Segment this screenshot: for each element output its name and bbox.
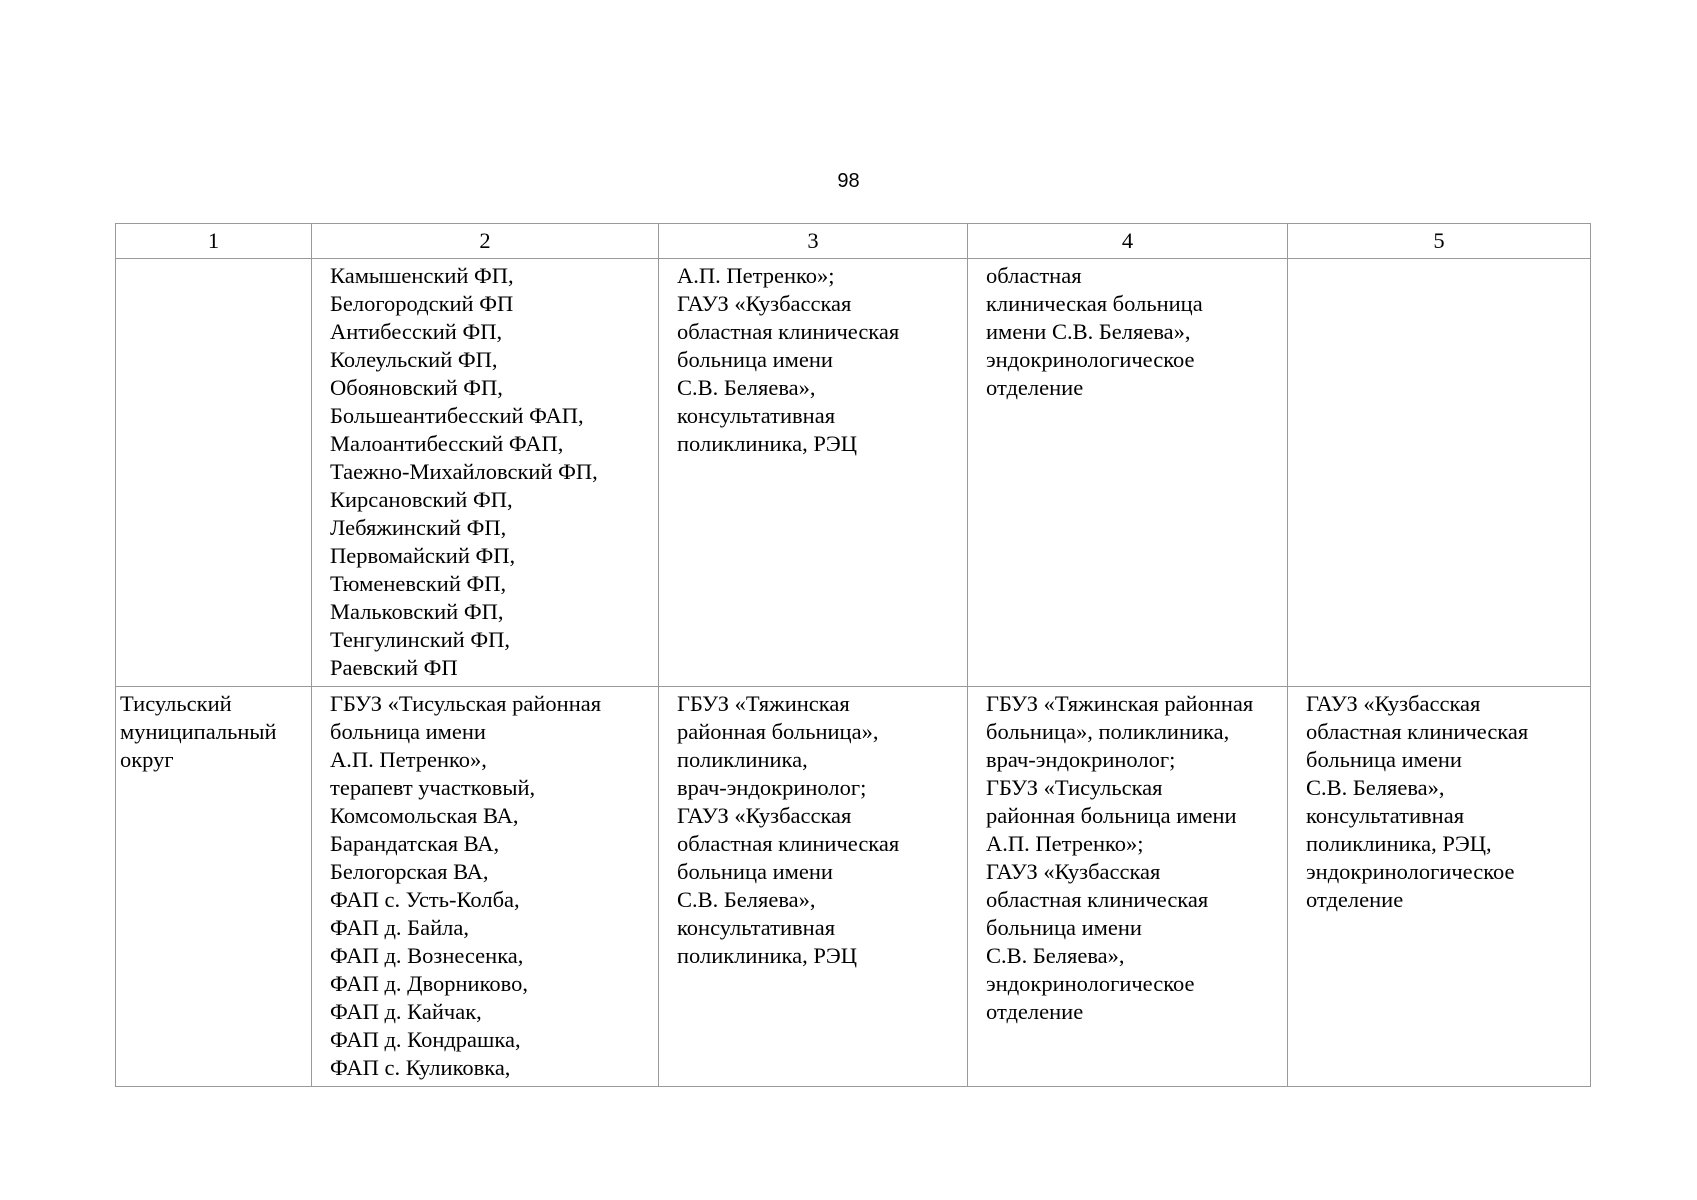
column-header: 5 — [1288, 224, 1591, 259]
cell-text-line: Камышенский ФП, — [330, 263, 514, 288]
cell-text-line: больница имени — [677, 347, 833, 372]
cell-text-line: Обояновский ФП, — [330, 375, 503, 400]
cell-text-line: областная — [986, 263, 1082, 288]
table-row — [116, 687, 1591, 1087]
table-cell — [312, 687, 659, 1087]
table-cell — [312, 259, 659, 687]
cell-text-line: Тюменевский ФП, — [330, 571, 507, 596]
cell-text-line: С.В. Беляева», — [1306, 775, 1445, 800]
cell-text-line: Колеульский ФП, — [330, 347, 498, 372]
cell-text-line: Белогородский ФП — [330, 291, 514, 316]
table-cell — [1288, 687, 1591, 1087]
column-header: 4 — [968, 224, 1288, 259]
cell-text-line: Комсомольская ВА, — [330, 803, 519, 828]
table-cell — [659, 687, 968, 1087]
cell-text-line: Белогорская ВА, — [330, 859, 489, 884]
cell-text-line: ФАП д. Дворниково, — [330, 971, 528, 996]
cell-text-line: Кирсановский ФП, — [330, 487, 513, 512]
cell-text-line: больница имени — [677, 859, 833, 884]
cell-text-line: эндокринологическое — [1306, 859, 1515, 884]
cell-text-line: поликлиника, РЭЦ, — [1306, 831, 1492, 856]
cell-text-line: ГБУЗ «Тяжинская — [677, 691, 850, 716]
cell-text-line: врач-эндокринолог; — [986, 747, 1176, 772]
cell-text-line: С.В. Беляева», — [986, 943, 1125, 968]
table-cell — [968, 687, 1288, 1087]
cell-text-line: ГБУЗ «Тисульская — [986, 775, 1163, 800]
cell-text-line: поликлиника, — [677, 747, 808, 772]
table-header-row — [116, 224, 1591, 259]
cell-text-line: областная клиническая — [986, 887, 1209, 912]
table-cell — [116, 259, 312, 687]
cell-text-line: Малоантибесский ФАП, — [330, 431, 564, 456]
cell-text-line: клиническая больница — [986, 291, 1203, 316]
cell-text-line: Мальковский ФП, — [330, 599, 504, 624]
cell-text-line: терапевт участковый, — [330, 775, 536, 800]
cell-text-line: Первомайский ФП, — [330, 543, 516, 568]
cell-text-line: ГБУЗ «Тисульская районная — [330, 691, 602, 716]
cell-text-line: областная клиническая — [1306, 719, 1529, 744]
document-table — [115, 223, 1591, 1087]
cell-text-line: поликлиника, РЭЦ — [677, 943, 857, 968]
cell-text-line: Большеантибесский ФАП, — [330, 403, 584, 428]
cell-text-line: ФАП д. Кайчак, — [330, 999, 482, 1024]
table-row — [116, 259, 1591, 687]
cell-text-line: имени С.В. Беляева», — [986, 319, 1191, 344]
column-header: 1 — [116, 224, 312, 259]
cell-text-line: больница имени — [986, 915, 1142, 940]
table-cell — [1288, 259, 1591, 687]
cell-text-line: Тисульский — [120, 691, 232, 716]
cell-text-line: А.П. Петренко», — [330, 747, 487, 772]
table-cell — [968, 259, 1288, 687]
cell-text-line: С.В. Беляева», — [677, 375, 816, 400]
cell-text-line: ГБУЗ «Тяжинская районная — [986, 691, 1254, 716]
cell-text-line: ГАУЗ «Кузбасская — [677, 291, 852, 316]
cell-text-line: ГАУЗ «Кузбасская — [677, 803, 852, 828]
cell-text-line: районная больница имени — [986, 803, 1237, 828]
cell-text-line: ФАП д. Кондрашка, — [330, 1027, 521, 1052]
cell-text-line: эндокринологическое — [986, 347, 1195, 372]
cell-text-line: С.В. Беляева», — [677, 887, 816, 912]
page-number: 98 — [837, 170, 860, 192]
cell-text-line: больница», поликлиника, — [986, 719, 1230, 744]
cell-text-line: больница имени — [1306, 747, 1462, 772]
column-header: 3 — [659, 224, 968, 259]
cell-text-line: ГАУЗ «Кузбасская — [1306, 691, 1481, 716]
cell-text-line: районная больница», — [677, 719, 879, 744]
cell-text-line: врач-эндокринолог; — [677, 775, 867, 800]
cell-text-line: муниципальный — [120, 719, 277, 744]
cell-text-line: округ — [120, 747, 174, 772]
cell-text-line: ФАП с. Усть-Колба, — [330, 887, 520, 912]
cell-text-line: консультативная — [677, 915, 836, 940]
cell-text-line: консультативная — [1306, 803, 1465, 828]
cell-text-line: ФАП д. Байла, — [330, 915, 469, 940]
table-cell — [659, 259, 968, 687]
cell-text-line: ФАП д. Вознесенка, — [330, 943, 524, 968]
cell-text-line: А.П. Петренко»; — [986, 831, 1144, 856]
cell-text-line: Лебяжинский ФП, — [330, 515, 507, 540]
cell-text-line: больница имени — [330, 719, 486, 744]
table-cell — [116, 687, 312, 1087]
cell-text-line: А.П. Петренко»; — [677, 263, 835, 288]
cell-text-line: отделение — [1306, 887, 1404, 912]
cell-text-line: Раевский ФП — [330, 655, 458, 680]
cell-text-line: областная клиническая — [677, 319, 900, 344]
cell-text-line: Тенгулинский ФП, — [330, 627, 510, 652]
cell-text-line: эндокринологическое — [986, 971, 1195, 996]
cell-text-line: областная клиническая — [677, 831, 900, 856]
cell-text-line: ФАП с. Куликовка, — [330, 1055, 511, 1080]
cell-text-line: отделение — [986, 375, 1084, 400]
cell-text-line: Антибесский ФП, — [330, 319, 503, 344]
cell-text-line: ГАУЗ «Кузбасская — [986, 859, 1161, 884]
cell-text-line: поликлиника, РЭЦ — [677, 431, 857, 456]
cell-text-line: отделение — [986, 999, 1084, 1024]
column-header: 2 — [312, 224, 659, 259]
cell-text-line: Барандатская ВА, — [330, 831, 500, 856]
cell-text-line: Таежно-Михайловский ФП, — [330, 459, 598, 484]
cell-text-line: консультативная — [677, 403, 836, 428]
